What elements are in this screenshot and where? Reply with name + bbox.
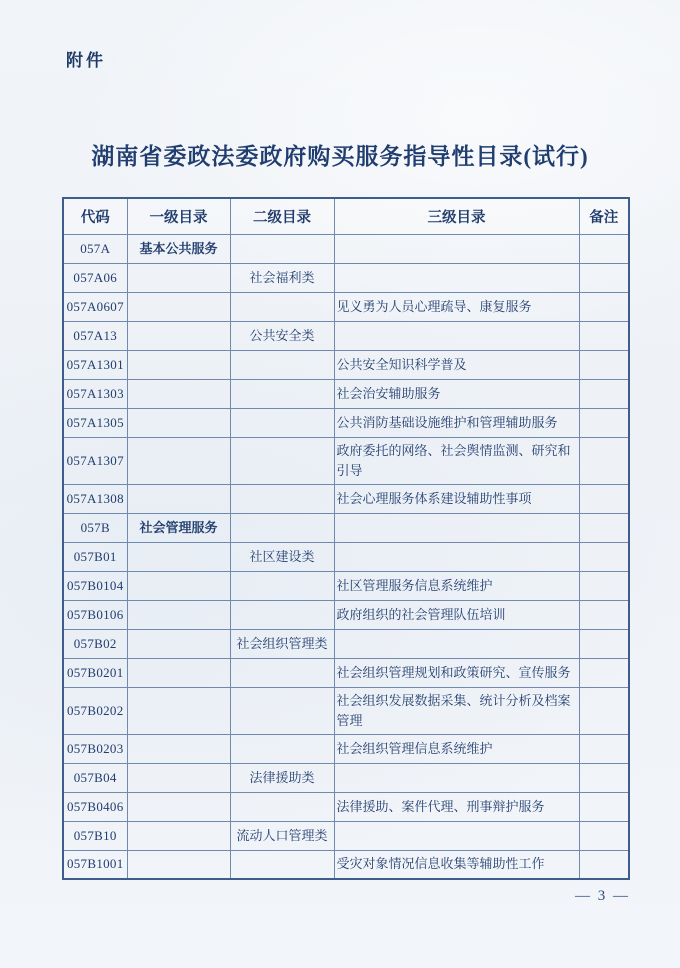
cell-level2: [230, 379, 334, 408]
cell-code: 057A1307: [63, 437, 127, 484]
cell-code: 057B10: [63, 821, 127, 850]
table-row: [63, 658, 629, 687]
cell-level3: 社会组织管理规划和政策研究、宣传服务: [334, 658, 579, 687]
cell-code: 057A13: [63, 321, 127, 350]
cell-level1: [127, 321, 230, 350]
cell-code: 057B01: [63, 542, 127, 571]
cell-level3: [334, 513, 579, 542]
header-level2: 二级目录: [230, 198, 334, 234]
cell-level2: 法律援助类: [230, 763, 334, 792]
page-number: — 3 —: [575, 888, 630, 904]
cell-note: [579, 658, 629, 687]
cell-level1: [127, 734, 230, 763]
cell-level2: [230, 850, 334, 879]
cell-note: [579, 792, 629, 821]
cell-level2: [230, 234, 334, 263]
cell-level3: 公共安全知识科学普及: [334, 350, 579, 379]
cell-level3: 社会组织管理信息系统维护: [334, 734, 579, 763]
cell-level1: [127, 687, 230, 734]
cell-code: 057B0106: [63, 600, 127, 629]
table-header: [63, 198, 629, 234]
cell-level2: [230, 571, 334, 600]
cell-code: 057A0607: [63, 292, 127, 321]
cell-note: [579, 379, 629, 408]
cell-level2: [230, 408, 334, 437]
cell-level2: 公共安全类: [230, 321, 334, 350]
cell-level3: [334, 763, 579, 792]
cell-code: 057A1303: [63, 379, 127, 408]
table-row: [63, 513, 629, 542]
header-level1: 一级目录: [127, 198, 230, 234]
cell-level1: [127, 437, 230, 484]
header-level3: 三级目录: [334, 198, 579, 234]
cell-level1: [127, 658, 230, 687]
table-row: [63, 321, 629, 350]
cell-note: [579, 408, 629, 437]
table-row: [63, 792, 629, 821]
table-row: [63, 379, 629, 408]
table-header-row: [63, 198, 629, 234]
cell-level1: [127, 571, 230, 600]
table-row: [63, 734, 629, 763]
cell-code: 057A1308: [63, 484, 127, 513]
cell-level2: [230, 437, 334, 484]
cell-note: [579, 234, 629, 263]
table-row: [63, 263, 629, 292]
cell-note: [579, 850, 629, 879]
cell-level2: [230, 513, 334, 542]
cell-code: 057A: [63, 234, 127, 263]
table-row: [63, 763, 629, 792]
table-row: [63, 437, 629, 484]
cell-level3: 政府委托的网络、社会舆情监测、研究和引导: [334, 437, 579, 484]
cell-level2: [230, 792, 334, 821]
cell-level3: 社会组织发展数据采集、统计分析及档案管理: [334, 687, 579, 734]
cell-level3: 公共消防基础设施维护和管理辅助服务: [334, 408, 579, 437]
table-row: [63, 850, 629, 879]
cell-level1: [127, 379, 230, 408]
attachment-label: 附件: [66, 51, 106, 71]
cell-level2: [230, 350, 334, 379]
cell-level3: [334, 629, 579, 658]
cell-note: [579, 542, 629, 571]
table-row: [63, 687, 629, 734]
cell-level1: [127, 600, 230, 629]
cell-level3: 社会治安辅助服务: [334, 379, 579, 408]
cell-level3: 社会心理服务体系建设辅助性事项: [334, 484, 579, 513]
cell-level1: [127, 792, 230, 821]
cell-level1: [127, 263, 230, 292]
table-row: [63, 234, 629, 263]
table-row: [63, 408, 629, 437]
cell-note: [579, 437, 629, 484]
cell-level1: [127, 763, 230, 792]
cell-code: 057A1305: [63, 408, 127, 437]
cell-code: 057B02: [63, 629, 127, 658]
table-row: [63, 571, 629, 600]
cell-code: 057B0406: [63, 792, 127, 821]
cell-code: 057A06: [63, 263, 127, 292]
cell-level3: 法律援助、案件代理、刑事辩护服务: [334, 792, 579, 821]
directory-table: [62, 197, 630, 880]
cell-code: 057B0104: [63, 571, 127, 600]
cell-level2: [230, 687, 334, 734]
cell-note: [579, 629, 629, 658]
table-row: [63, 542, 629, 571]
cell-note: [579, 600, 629, 629]
cell-level2: [230, 292, 334, 321]
table-row: [63, 292, 629, 321]
cell-code: 057B0203: [63, 734, 127, 763]
cell-note: [579, 321, 629, 350]
table-body: [63, 234, 629, 879]
table-row: [63, 484, 629, 513]
cell-level2: [230, 600, 334, 629]
cell-level3: [334, 821, 579, 850]
cell-level3: 政府组织的社会管理队伍培训: [334, 600, 579, 629]
cell-level3: [334, 321, 579, 350]
table-row: [63, 350, 629, 379]
table-row: [63, 821, 629, 850]
cell-code: 057B0201: [63, 658, 127, 687]
cell-level1: [127, 292, 230, 321]
cell-level3: 社区管理服务信息系统维护: [334, 571, 579, 600]
cell-level1: [127, 821, 230, 850]
cell-note: [579, 763, 629, 792]
cell-level2: [230, 734, 334, 763]
cell-code: 057B04: [63, 763, 127, 792]
table-row: [63, 600, 629, 629]
cell-level1: 基本公共服务: [127, 234, 230, 263]
page-title: 湖南省委政法委政府购买服务指导性目录(试行): [91, 144, 589, 169]
cell-level2: 社区建设类: [230, 542, 334, 571]
cell-level3: 见义勇为人员心理疏导、康复服务: [334, 292, 579, 321]
cell-note: [579, 734, 629, 763]
table-row: [63, 629, 629, 658]
cell-code: 057B1001: [63, 850, 127, 879]
cell-level2: 流动人口管理类: [230, 821, 334, 850]
cell-note: [579, 513, 629, 542]
cell-note: [579, 263, 629, 292]
cell-code: 057A1301: [63, 350, 127, 379]
cell-level1: [127, 850, 230, 879]
cell-level3: 受灾对象情况信息收集等辅助性工作: [334, 850, 579, 879]
cell-code: 057B: [63, 513, 127, 542]
cell-level2: 社会组织管理类: [230, 629, 334, 658]
cell-note: [579, 821, 629, 850]
cell-note: [579, 571, 629, 600]
cell-level3: [334, 234, 579, 263]
cell-level1: [127, 350, 230, 379]
cell-note: [579, 292, 629, 321]
cell-note: [579, 484, 629, 513]
cell-level2: 社会福利类: [230, 263, 334, 292]
cell-level2: [230, 658, 334, 687]
cell-level1: [127, 484, 230, 513]
cell-note: [579, 687, 629, 734]
cell-level3: [334, 542, 579, 571]
header-code: 代码: [63, 198, 127, 234]
cell-level1: [127, 408, 230, 437]
cell-level1: [127, 542, 230, 571]
header-note: 备注: [579, 198, 629, 234]
cell-level1: 社会管理服务: [127, 513, 230, 542]
cell-level3: [334, 263, 579, 292]
cell-code: 057B0202: [63, 687, 127, 734]
cell-note: [579, 350, 629, 379]
cell-level1: [127, 629, 230, 658]
cell-level2: [230, 484, 334, 513]
